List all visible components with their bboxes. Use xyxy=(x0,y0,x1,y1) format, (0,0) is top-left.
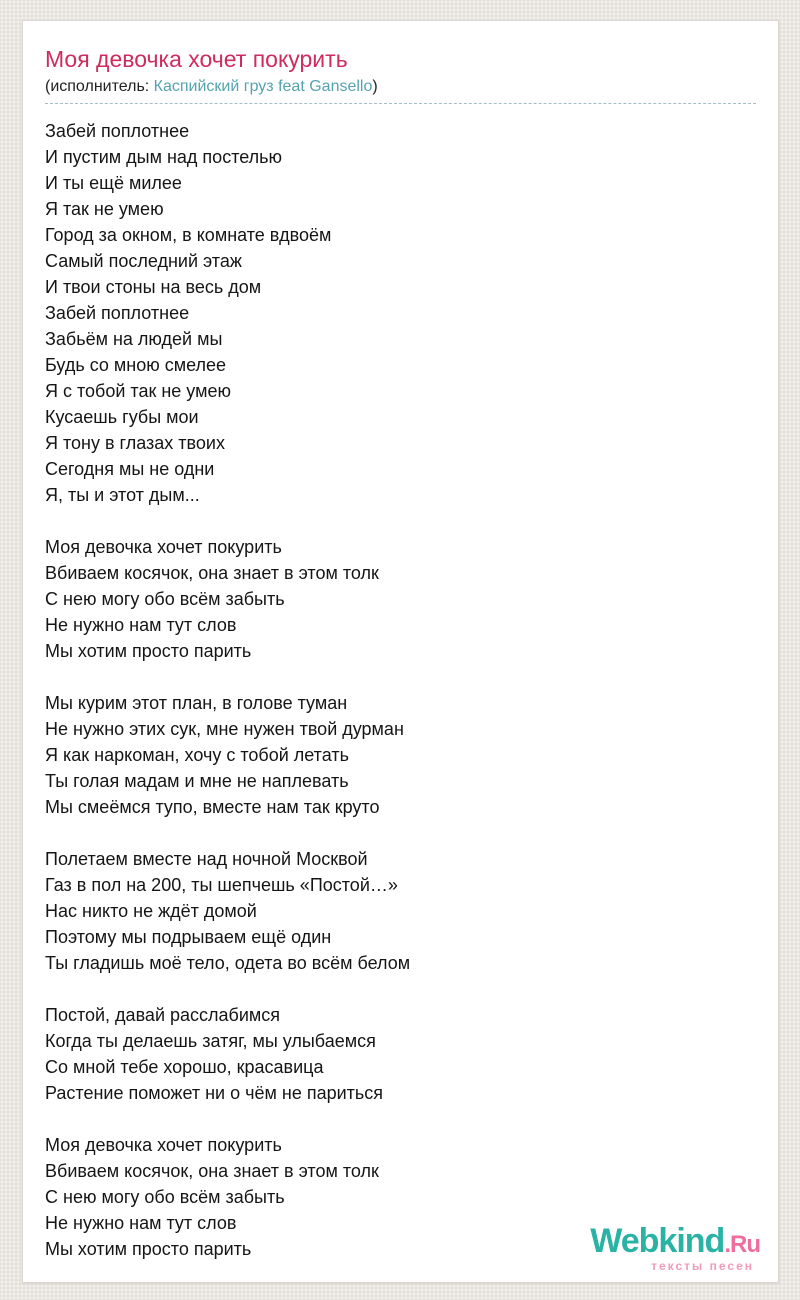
logo-ru-part: Ru xyxy=(730,1231,760,1258)
lyrics-card xyxy=(22,20,779,1283)
lyric-line: Со мной тебе хорошо, красавица xyxy=(45,1057,324,1077)
lyric-line: Поэтому мы подрываем ещё один xyxy=(45,927,332,947)
lyrics-stanza xyxy=(45,1002,756,1106)
lyric-line: Растение поможет ни о чём не париться xyxy=(45,1083,384,1103)
lyric-line: Забей поплотнее xyxy=(45,121,190,141)
webkind-logo[interactable] xyxy=(590,1224,760,1272)
lyric-line: Кусаешь губы мои xyxy=(45,407,199,427)
logo-dot: . xyxy=(724,1231,730,1258)
lyric-line: Будь со мною смелее xyxy=(45,355,227,375)
lyric-line: И твои стоны на весь дом xyxy=(45,277,262,297)
lyric-line: Сегодня мы не одни xyxy=(45,459,215,479)
lyric-line: Ты гладишь моё тело, одета во всём белом xyxy=(45,953,411,973)
artist-suffix: ) xyxy=(372,78,378,95)
artist-link[interactable]: Каспийский груз feat Gansello xyxy=(153,78,373,95)
lyric-line: И пустим дым над постелью xyxy=(45,147,283,167)
lyric-line: Моя девочка хочет покурить xyxy=(45,1135,282,1155)
lyric-line: Моя девочка хочет покурить xyxy=(45,537,282,557)
lyric-line: Мы хотим просто парить xyxy=(45,1239,252,1259)
lyric-line: Ты голая мадам и мне не наплевать xyxy=(45,771,349,791)
lyrics-text xyxy=(45,118,756,1262)
lyric-line: Мы курим этот план, в голове туман xyxy=(45,693,348,713)
lyric-line: Самый последний этаж xyxy=(45,251,242,271)
artist-line xyxy=(45,77,756,104)
lyric-line: С нею могу обо всём забыть xyxy=(45,589,285,609)
artist-prefix: (исполнитель: xyxy=(45,78,154,95)
lyric-line: Не нужно нам тут слов xyxy=(45,1213,237,1233)
lyric-line: Я как наркоман, хочу с тобой летать xyxy=(45,745,349,765)
lyrics-stanza xyxy=(45,846,756,976)
lyric-line: Не нужно этих сук, мне нужен твой дурман xyxy=(45,719,404,739)
song-title: Моя девочка хочет покурить xyxy=(45,46,348,72)
lyric-line: Забьём на людей мы xyxy=(45,329,223,349)
lyric-line: И ты ещё милее xyxy=(45,173,182,193)
logo-tagline: тексты песен xyxy=(651,1259,754,1273)
lyrics-stanza xyxy=(45,534,756,664)
lyric-line: Город за окном, в комнате вдвоём xyxy=(45,225,332,245)
lyric-line: Мы смеёмся тупо, вместе нам так круто xyxy=(45,797,380,817)
lyrics-stanza xyxy=(45,118,756,508)
lyric-line: Нас никто не ждёт домой xyxy=(45,901,257,921)
lyric-line: Когда ты делаешь затяг, мы улыбаемся xyxy=(45,1031,376,1051)
lyric-line: Вбиваем косячок, она знает в этом толк xyxy=(45,1161,379,1181)
lyric-line: Не нужно нам тут слов xyxy=(45,615,237,635)
lyric-line: Газ в пол на 200, ты шепчешь «Постой…» xyxy=(45,875,398,895)
lyric-line: Я, ты и этот дым... xyxy=(45,485,200,505)
lyrics-stanza xyxy=(45,690,756,820)
lyric-line: Полетаем вместе над ночной Москвой xyxy=(45,849,368,869)
lyric-line: Забей поплотнее xyxy=(45,303,190,323)
lyric-line: Постой, давай расслабимся xyxy=(45,1005,281,1025)
lyric-line: Я тону в глазах твоих xyxy=(45,433,225,453)
logo-webkind-part: Webkind xyxy=(590,1222,725,1260)
lyric-line: Я так не умею xyxy=(45,199,164,219)
lyric-line: Вбиваем косячок, она знает в этом толк xyxy=(45,563,379,583)
lyric-line: Мы хотим просто парить xyxy=(45,641,252,661)
lyric-line: Я с тобой так не умею xyxy=(45,381,231,401)
webkind-logo-text xyxy=(590,1224,760,1258)
lyric-line: С нею могу обо всём забыть xyxy=(45,1187,285,1207)
